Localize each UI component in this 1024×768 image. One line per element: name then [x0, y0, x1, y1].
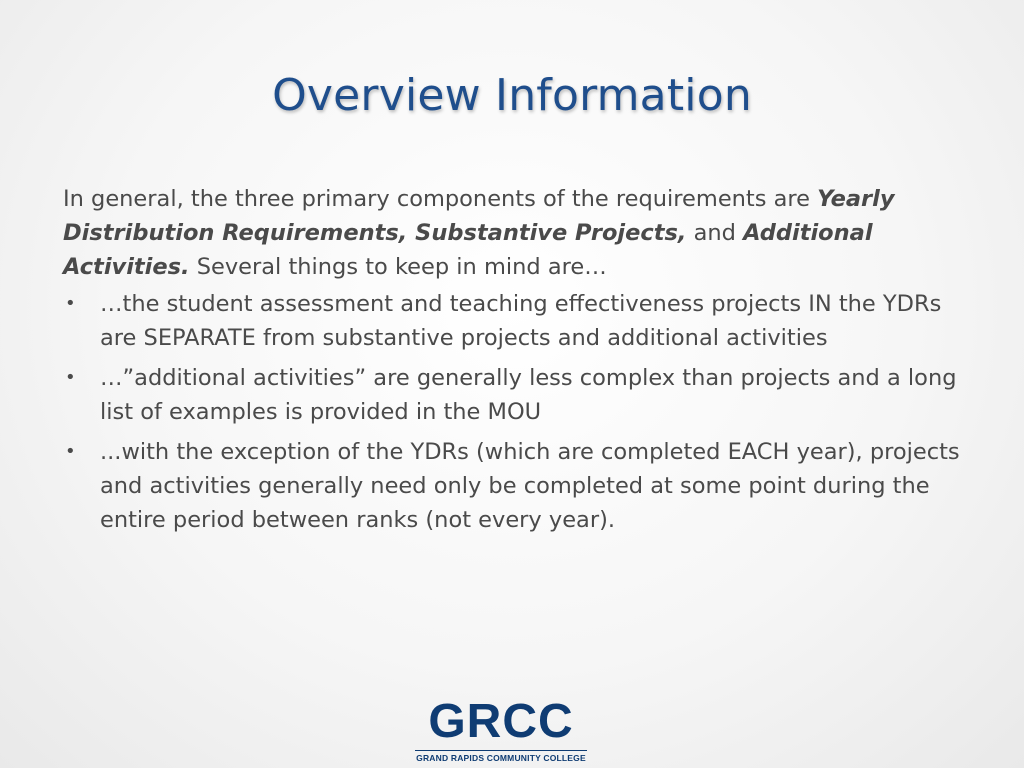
logo-mark: GRCC	[428, 695, 574, 748]
bullet-item	[63, 287, 968, 355]
intro-paragraph	[63, 182, 968, 284]
intro-text-2: and	[686, 220, 744, 246]
intro-emphasis-1: Yearly Distribution Requirements, Substantive Projects,	[63, 186, 895, 246]
bullet-item	[63, 435, 968, 537]
bullet-list	[63, 287, 968, 537]
bullet-text: …”additional activities” are generally less complex than projects and a long list of examples is provided in the MOU	[100, 365, 957, 425]
bullet-item	[63, 361, 968, 429]
logo-subtitle: GRAND RAPIDS COMMUNITY COLLEGE	[415, 750, 587, 763]
intro-text-1: In general, the three primary components of the requirements are	[63, 186, 818, 212]
bullet-icon: •	[65, 293, 76, 314]
bullet-icon: •	[65, 441, 76, 462]
grcc-logo	[415, 695, 587, 763]
intro-text-3: Several things to keep in mind are…	[189, 254, 607, 280]
bullet-text: ...with the exception of the YDRs (which are completed EACH year), projects and activities generally need only be completed at some point during the entire period between ranks (not every year).	[100, 439, 960, 533]
slide-body	[63, 182, 968, 543]
bullet-icon: •	[65, 367, 76, 388]
bullet-text: …the student assessment and teaching effectiveness projects IN the YDRs are SEPARATE from substantive projects and additional activities	[100, 291, 942, 351]
intro-emphasis-2: Additional Activities.	[63, 220, 873, 280]
slide-title: Overview Information	[272, 70, 752, 121]
